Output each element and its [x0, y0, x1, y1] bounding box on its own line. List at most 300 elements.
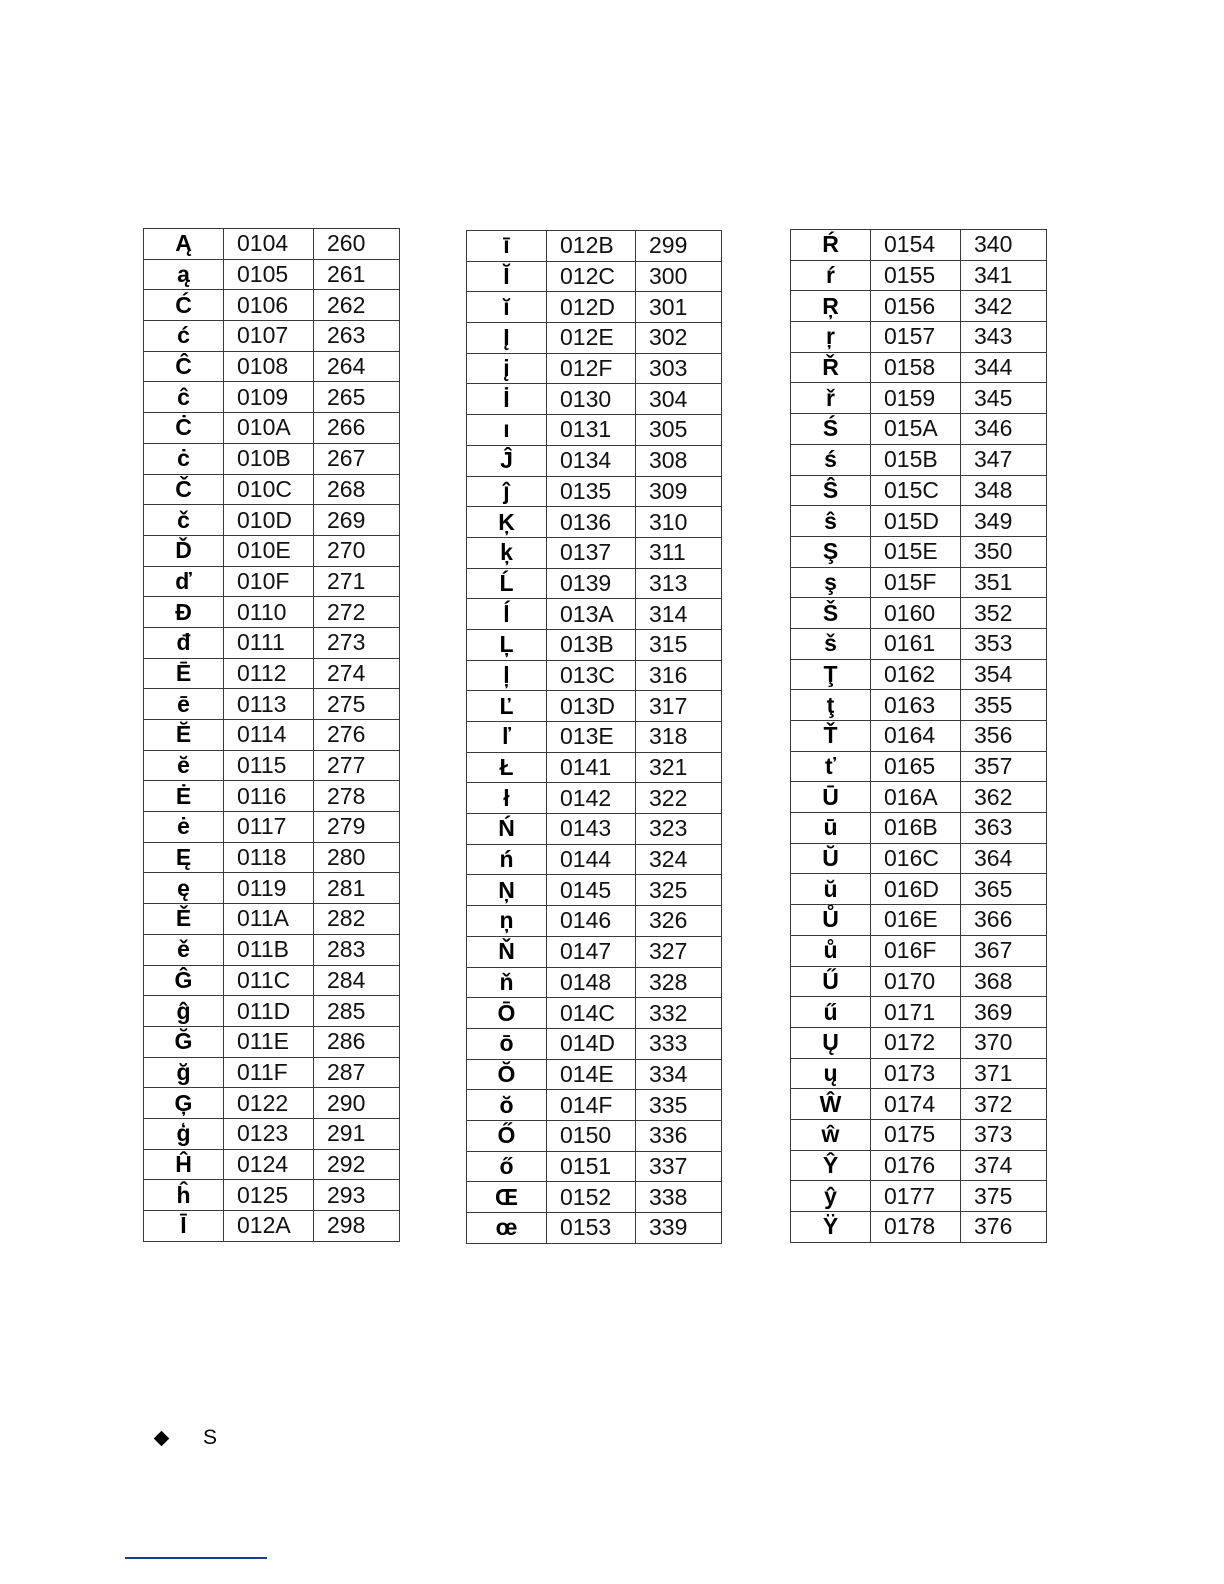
- table-row: [467, 384, 722, 415]
- decimal-code-cell: 304: [636, 384, 722, 415]
- character-cell: Ğ: [144, 1026, 224, 1057]
- hex-code-cell: 016A: [871, 782, 961, 813]
- character-cell: ģ: [144, 1118, 224, 1149]
- table-row: [467, 1213, 722, 1244]
- character-cell: ī: [467, 231, 547, 262]
- character-cell: Ģ: [144, 1088, 224, 1119]
- decimal-code-cell: 346: [961, 414, 1047, 445]
- table-row: [144, 597, 400, 628]
- table-row: [467, 629, 722, 660]
- character-cell: ē: [144, 689, 224, 720]
- hex-code-cell: 0154: [871, 230, 961, 261]
- table-row: [144, 290, 400, 321]
- hex-code-cell: 015C: [871, 475, 961, 506]
- hex-code-cell: 0162: [871, 659, 961, 690]
- table-row: [467, 476, 722, 507]
- table-row: [467, 722, 722, 753]
- hex-code-cell: 0157: [871, 322, 961, 353]
- hex-code-cell: 0150: [547, 1120, 636, 1151]
- hex-code-cell: 0113: [224, 689, 314, 720]
- decimal-code-cell: 311: [636, 537, 722, 568]
- character-cell: ŕ: [791, 260, 871, 291]
- hex-code-cell: 0108: [224, 351, 314, 382]
- character-cell: Į: [467, 323, 547, 354]
- character-cell: ĵ: [467, 476, 547, 507]
- hex-code-cell: 0160: [871, 598, 961, 629]
- table-row: [467, 568, 722, 599]
- hex-code-cell: 014D: [547, 1028, 636, 1059]
- hex-code-cell: 011D: [224, 996, 314, 1027]
- hex-code-cell: 011C: [224, 965, 314, 996]
- decimal-code-cell: 348: [961, 475, 1047, 506]
- character-cell: ű: [791, 997, 871, 1028]
- character-cell: Ŕ: [791, 230, 871, 261]
- character-cell: Ą: [144, 229, 224, 260]
- table-row: [791, 1089, 1047, 1120]
- table-row: [144, 351, 400, 382]
- table-row: [467, 875, 722, 906]
- table-row: [467, 783, 722, 814]
- table-row: [467, 507, 722, 538]
- decimal-code-cell: 340: [961, 230, 1047, 261]
- character-cell: ą: [144, 259, 224, 290]
- table-row: [144, 1057, 400, 1088]
- table-row: [791, 383, 1047, 414]
- decimal-code-cell: 366: [961, 905, 1047, 936]
- table-row: [144, 965, 400, 996]
- decimal-code-cell: 305: [636, 415, 722, 446]
- character-cell: Ŵ: [791, 1089, 871, 1120]
- hex-code-cell: 0134: [547, 445, 636, 476]
- hex-code-cell: 0110: [224, 597, 314, 628]
- decimal-code-cell: 301: [636, 292, 722, 323]
- table-row: [144, 658, 400, 689]
- table-row: [467, 1028, 722, 1059]
- diamond-bullet-icon: [154, 1430, 170, 1446]
- character-cell: ĭ: [467, 292, 547, 323]
- hex-code-cell: 0177: [871, 1181, 961, 1212]
- decimal-code-cell: 363: [961, 813, 1047, 844]
- character-cell: Ł: [467, 752, 547, 783]
- character-cell: Ć: [144, 290, 224, 321]
- table-row: [791, 751, 1047, 782]
- decimal-code-cell: 282: [314, 904, 400, 935]
- character-cell: Ľ: [467, 691, 547, 722]
- decimal-code-cell: 364: [961, 843, 1047, 874]
- character-cell: Ň: [467, 936, 547, 967]
- decimal-code-cell: 371: [961, 1058, 1047, 1089]
- character-cell: Ĭ: [467, 261, 547, 292]
- hex-code-cell: 0152: [547, 1182, 636, 1213]
- table-row: [144, 842, 400, 873]
- table-row: [467, 1182, 722, 1213]
- table-row: [791, 598, 1047, 629]
- decimal-code-cell: 343: [961, 322, 1047, 353]
- character-cell: Ő: [467, 1120, 547, 1151]
- table-row: [144, 812, 400, 843]
- table-row: [144, 934, 400, 965]
- hex-code-cell: 011F: [224, 1057, 314, 1088]
- table-row: [791, 1058, 1047, 1089]
- hex-code-cell: 013B: [547, 629, 636, 660]
- decimal-code-cell: 269: [314, 505, 400, 536]
- character-cell: Ĝ: [144, 965, 224, 996]
- hex-code-cell: 0172: [871, 1027, 961, 1058]
- hex-code-cell: 0123: [224, 1118, 314, 1149]
- table-row: [791, 506, 1047, 537]
- hex-code-cell: 0141: [547, 752, 636, 783]
- hex-code-cell: 0178: [871, 1212, 961, 1243]
- decimal-code-cell: 336: [636, 1120, 722, 1151]
- hex-code-cell: 0176: [871, 1150, 961, 1181]
- character-cell: Ť: [791, 721, 871, 752]
- character-cell: ň: [467, 967, 547, 998]
- decimal-code-cell: 344: [961, 352, 1047, 383]
- character-cell: ŏ: [467, 1090, 547, 1121]
- character-cell: ţ: [791, 690, 871, 721]
- hex-code-cell: 0137: [547, 537, 636, 568]
- character-cell: Ļ: [467, 629, 547, 660]
- character-cell: Ė: [144, 781, 224, 812]
- hex-code-cell: 0109: [224, 382, 314, 413]
- character-cell: Đ: [144, 597, 224, 628]
- table-row: [144, 535, 400, 566]
- bullet-text: S: [203, 1426, 218, 1449]
- decimal-code-cell: 260: [314, 229, 400, 260]
- decimal-code-cell: 369: [961, 997, 1047, 1028]
- hex-code-cell: 016C: [871, 843, 961, 874]
- decimal-code-cell: 333: [636, 1028, 722, 1059]
- hex-code-cell: 012B: [547, 231, 636, 262]
- character-cell: ń: [467, 844, 547, 875]
- decimal-code-cell: 277: [314, 750, 400, 781]
- character-cell: Ū: [791, 782, 871, 813]
- hex-code-cell: 011B: [224, 934, 314, 965]
- table-row: [467, 691, 722, 722]
- hex-code-cell: 016F: [871, 935, 961, 966]
- table-row: [467, 445, 722, 476]
- character-cell: Ī: [144, 1211, 224, 1242]
- decimal-code-cell: 314: [636, 599, 722, 630]
- decimal-code-cell: 332: [636, 998, 722, 1029]
- hex-code-cell: 0175: [871, 1119, 961, 1150]
- table-row: [144, 1180, 400, 1211]
- decimal-code-cell: 273: [314, 627, 400, 658]
- character-cell: ğ: [144, 1057, 224, 1088]
- character-cell: Ų: [791, 1027, 871, 1058]
- decimal-code-cell: 316: [636, 660, 722, 691]
- table-row: [144, 781, 400, 812]
- character-cell: Ō: [467, 998, 547, 1029]
- hex-code-cell: 0155: [871, 260, 961, 291]
- table-row: [791, 997, 1047, 1028]
- hex-code-cell: 0146: [547, 906, 636, 937]
- decimal-code-cell: 292: [314, 1149, 400, 1180]
- footnote-separator: [125, 1557, 267, 1559]
- hex-code-cell: 016B: [871, 813, 961, 844]
- hex-code-cell: 0114: [224, 720, 314, 751]
- table-row: [791, 966, 1047, 997]
- hex-code-cell: 0112: [224, 658, 314, 689]
- hex-code-cell: 014E: [547, 1059, 636, 1090]
- decimal-code-cell: 283: [314, 934, 400, 965]
- character-cell: Ĉ: [144, 351, 224, 382]
- character-cell: ĺ: [467, 599, 547, 630]
- hex-code-cell: 0143: [547, 814, 636, 845]
- hex-code-cell: 010D: [224, 505, 314, 536]
- hex-code-cell: 013E: [547, 722, 636, 753]
- decimal-code-cell: 345: [961, 383, 1047, 414]
- decimal-code-cell: 264: [314, 351, 400, 382]
- character-cell: ĕ: [144, 750, 224, 781]
- character-cell: Ŏ: [467, 1059, 547, 1090]
- character-cell: ĝ: [144, 996, 224, 1027]
- decimal-code-cell: 267: [314, 443, 400, 474]
- character-cell: ļ: [467, 660, 547, 691]
- character-cell: ŝ: [791, 506, 871, 537]
- table-row: [791, 414, 1047, 445]
- table-row: [791, 874, 1047, 905]
- hex-code-cell: 010A: [224, 413, 314, 444]
- hex-code-cell: 010B: [224, 443, 314, 474]
- hex-code-cell: 011A: [224, 904, 314, 935]
- table-row: [791, 230, 1047, 261]
- table-row: [144, 566, 400, 597]
- decimal-code-cell: 263: [314, 321, 400, 352]
- hex-code-cell: 0117: [224, 812, 314, 843]
- bullet-line: [156, 1424, 217, 1452]
- decimal-code-cell: 323: [636, 814, 722, 845]
- table-row: [467, 261, 722, 292]
- hex-code-cell: 0147: [547, 936, 636, 967]
- table-row: [467, 292, 722, 323]
- hex-code-cell: 0153: [547, 1213, 636, 1244]
- decimal-code-cell: 335: [636, 1090, 722, 1121]
- hex-code-cell: 0105: [224, 259, 314, 290]
- decimal-code-cell: 278: [314, 781, 400, 812]
- table-row: [467, 660, 722, 691]
- decimal-code-cell: 313: [636, 568, 722, 599]
- decimal-code-cell: 276: [314, 720, 400, 751]
- character-cell: ķ: [467, 537, 547, 568]
- decimal-code-cell: 268: [314, 474, 400, 505]
- decimal-code-cell: 285: [314, 996, 400, 1027]
- character-cell: ı: [467, 415, 547, 446]
- hex-code-cell: 0165: [871, 751, 961, 782]
- hex-code-cell: 013D: [547, 691, 636, 722]
- table-row: [144, 505, 400, 536]
- character-cell: Ŗ: [791, 291, 871, 322]
- table-row: [144, 873, 400, 904]
- table-row: [467, 752, 722, 783]
- character-cell: ů: [791, 935, 871, 966]
- hex-code-cell: 0122: [224, 1088, 314, 1119]
- character-cell: Č: [144, 474, 224, 505]
- character-cell: ć: [144, 321, 224, 352]
- table-row: [144, 413, 400, 444]
- table-row: [791, 291, 1047, 322]
- character-cell: Ŭ: [791, 843, 871, 874]
- table-row: [791, 690, 1047, 721]
- decimal-code-cell: 317: [636, 691, 722, 722]
- hex-code-cell: 0148: [547, 967, 636, 998]
- decimal-code-cell: 375: [961, 1181, 1047, 1212]
- decimal-code-cell: 321: [636, 752, 722, 783]
- table-row: [791, 567, 1047, 598]
- character-cell: ť: [791, 751, 871, 782]
- table-row: [467, 844, 722, 875]
- decimal-code-cell: 365: [961, 874, 1047, 905]
- decimal-code-cell: 274: [314, 658, 400, 689]
- decimal-code-cell: 339: [636, 1213, 722, 1244]
- decimal-code-cell: 324: [636, 844, 722, 875]
- character-cell: Ĕ: [144, 720, 224, 751]
- hex-code-cell: 0106: [224, 290, 314, 321]
- hex-code-cell: 010E: [224, 535, 314, 566]
- decimal-code-cell: 291: [314, 1118, 400, 1149]
- decimal-code-cell: 347: [961, 444, 1047, 475]
- decimal-code-cell: 262: [314, 290, 400, 321]
- decimal-code-cell: 356: [961, 721, 1047, 752]
- decimal-code-cell: 367: [961, 935, 1047, 966]
- hex-code-cell: 015D: [871, 506, 961, 537]
- decimal-code-cell: 280: [314, 842, 400, 873]
- table-row: [791, 782, 1047, 813]
- hex-code-cell: 0159: [871, 383, 961, 414]
- character-cell: ş: [791, 567, 871, 598]
- hex-code-cell: 0139: [547, 568, 636, 599]
- hex-code-cell: 0173: [871, 1058, 961, 1089]
- table-row: [144, 1088, 400, 1119]
- character-cell: ď: [144, 566, 224, 597]
- decimal-code-cell: 303: [636, 353, 722, 384]
- decimal-code-cell: 337: [636, 1151, 722, 1182]
- decimal-code-cell: 298: [314, 1211, 400, 1242]
- decimal-code-cell: 368: [961, 966, 1047, 997]
- decimal-code-cell: 342: [961, 291, 1047, 322]
- table-row: [467, 967, 722, 998]
- table-row: [144, 474, 400, 505]
- character-cell: ū: [791, 813, 871, 844]
- decimal-code-cell: 309: [636, 476, 722, 507]
- table-row: [791, 1212, 1047, 1243]
- character-cell: ŵ: [791, 1119, 871, 1150]
- hex-code-cell: 0135: [547, 476, 636, 507]
- decimal-code-cell: 322: [636, 783, 722, 814]
- decimal-code-cell: 299: [636, 231, 722, 262]
- hex-code-cell: 0104: [224, 229, 314, 260]
- table-row: [467, 353, 722, 384]
- decimal-code-cell: 315: [636, 629, 722, 660]
- decimal-code-cell: 287: [314, 1057, 400, 1088]
- table-row: [467, 537, 722, 568]
- table-row: [144, 1118, 400, 1149]
- character-cell: ś: [791, 444, 871, 475]
- character-cell: ĉ: [144, 382, 224, 413]
- table-row: [791, 444, 1047, 475]
- decimal-code-cell: 334: [636, 1059, 722, 1090]
- hex-code-cell: 012E: [547, 323, 636, 354]
- hex-code-cell: 0118: [224, 842, 314, 873]
- decimal-code-cell: 275: [314, 689, 400, 720]
- table-row: [144, 259, 400, 290]
- table-row: [791, 322, 1047, 353]
- hex-code-cell: 0107: [224, 321, 314, 352]
- table-row: [791, 659, 1047, 690]
- table-row: [467, 998, 722, 1029]
- decimal-code-cell: 318: [636, 722, 722, 753]
- table-row: [144, 627, 400, 658]
- table-row: [791, 905, 1047, 936]
- decimal-code-cell: 357: [961, 751, 1047, 782]
- hex-code-cell: 010C: [224, 474, 314, 505]
- hex-code-cell: 0161: [871, 628, 961, 659]
- hex-code-cell: 016D: [871, 874, 961, 905]
- table-row: [144, 321, 400, 352]
- decimal-code-cell: 290: [314, 1088, 400, 1119]
- table-row: [791, 1150, 1047, 1181]
- table-row: [144, 443, 400, 474]
- character-cell: Ĥ: [144, 1149, 224, 1180]
- table-row: [791, 475, 1047, 506]
- character-cell: ŗ: [791, 322, 871, 353]
- table-row: [467, 1151, 722, 1182]
- decimal-code-cell: 300: [636, 261, 722, 292]
- table-row: [144, 229, 400, 260]
- character-cell: Ņ: [467, 875, 547, 906]
- decimal-code-cell: 284: [314, 965, 400, 996]
- table-row: [791, 721, 1047, 752]
- character-cell: ė: [144, 812, 224, 843]
- decimal-code-cell: 325: [636, 875, 722, 906]
- decimal-code-cell: 373: [961, 1119, 1047, 1150]
- hex-code-cell: 015F: [871, 567, 961, 598]
- table-row: [144, 689, 400, 720]
- hex-code-cell: 012A: [224, 1211, 314, 1242]
- character-cell: ų: [791, 1058, 871, 1089]
- character-cell: Ċ: [144, 413, 224, 444]
- hex-code-cell: 011E: [224, 1026, 314, 1057]
- table-row: [467, 1120, 722, 1151]
- hex-code-cell: 013C: [547, 660, 636, 691]
- hex-code-cell: 0142: [547, 783, 636, 814]
- decimal-code-cell: 352: [961, 598, 1047, 629]
- decimal-code-cell: 353: [961, 628, 1047, 659]
- hex-code-cell: 0163: [871, 690, 961, 721]
- decimal-code-cell: 270: [314, 535, 400, 566]
- char-table-3: [790, 229, 1047, 1243]
- table-row: [791, 536, 1047, 567]
- table-row: [791, 843, 1047, 874]
- hex-code-cell: 0119: [224, 873, 314, 904]
- table-row: [467, 936, 722, 967]
- char-table-1: [143, 228, 400, 1242]
- table-row: [467, 231, 722, 262]
- hex-code-cell: 0136: [547, 507, 636, 538]
- decimal-code-cell: 376: [961, 1212, 1047, 1243]
- table-row: [791, 628, 1047, 659]
- table-row: [791, 1027, 1047, 1058]
- character-cell: Ű: [791, 966, 871, 997]
- table-row: [467, 323, 722, 354]
- hex-code-cell: 016E: [871, 905, 961, 936]
- decimal-code-cell: 286: [314, 1026, 400, 1057]
- hex-code-cell: 0164: [871, 721, 961, 752]
- table-row: [467, 415, 722, 446]
- character-cell: ŭ: [791, 874, 871, 905]
- decimal-code-cell: 326: [636, 906, 722, 937]
- character-cell: ĥ: [144, 1180, 224, 1211]
